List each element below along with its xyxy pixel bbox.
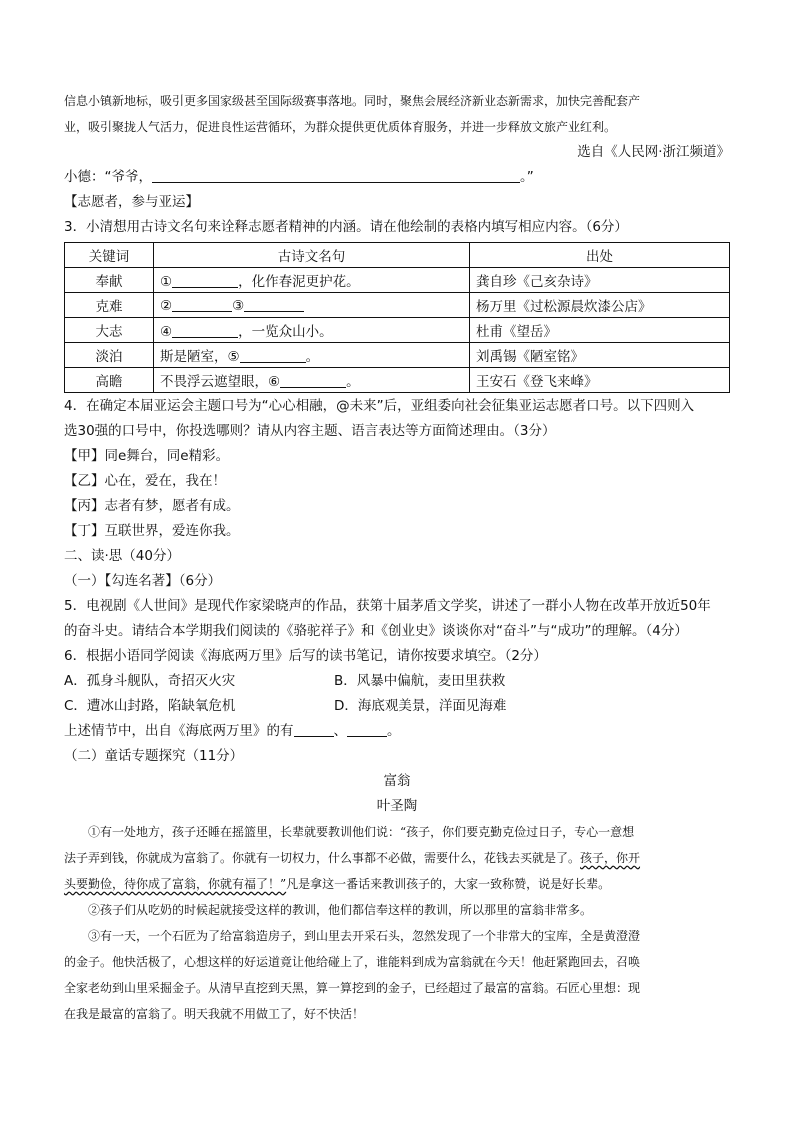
column-header: 古诗文名句: [154, 243, 470, 268]
verse-text: ③: [232, 297, 245, 314]
question-3: 3．小清想用古诗文名句来诠释志愿者精神的内涵。请在他绘制的表格内填写相应内容。（6分）: [64, 219, 628, 235]
answer-blank[interactable]: [172, 273, 238, 288]
table-row: [65, 368, 730, 393]
answer-blank[interactable]: [347, 722, 387, 737]
verse-cell: [154, 268, 470, 293]
slogan-option: 【乙】心在，爱在，我在！: [64, 473, 226, 489]
fill-separator: 、: [333, 723, 347, 739]
verse-text: ，一览众山小。: [238, 324, 333, 340]
wavy-underlined-text: 头要勤俭，待你成了富翁，你就有福了！”: [64, 877, 287, 891]
option-row: [64, 694, 730, 719]
story-paragraph-3-line-2: 的金子。他快活极了，心想这样的好运道竟让他给碰上了，谁能料到成为富翁就在今天！他赶紧跑回去，召唤: [64, 955, 641, 969]
column-header: 关键词: [65, 243, 154, 268]
source-cell: 刘禹锡《陋室铭》: [470, 343, 730, 368]
verse-text: 。: [346, 374, 360, 390]
story-paragraph-1-line-3: [64, 871, 730, 897]
xiaode-line: [64, 165, 730, 190]
answer-blank[interactable]: [280, 373, 346, 388]
slogan-option: 【甲】同e舞台，同e精彩。: [64, 448, 230, 464]
keyword-cell: 大志: [65, 318, 154, 343]
question-4-line-2: 选30强的口号中，你投选哪则？请从内容主题、语言表达等方面简述理由。（3分）: [64, 423, 556, 439]
verse-cell: [154, 368, 470, 393]
source-cell: 杨万里《过松源晨炊漆公店》: [470, 293, 730, 318]
xiaode-prefix: 小德：“爷爷，: [64, 169, 152, 185]
question-4-line-1: 4．在确定本届亚运会主题口号为“心心相融，@未来”后，亚组委向社会征集亚运志愿者口号。以下四则入: [64, 398, 695, 414]
table-row: [65, 293, 730, 318]
section-heading-volunteer: 【志愿者，参与亚运】: [64, 194, 199, 210]
column-header: 出处: [470, 243, 730, 268]
verse-text: 斯是陋室，⑤: [160, 349, 240, 365]
story-text: 法子弄到钱，你就成为富翁了。你就有一切权力，什么事都不必做，需要什么，花钱去买就是了。: [64, 851, 581, 865]
verse-text: ④: [160, 324, 173, 340]
verse-text: ①: [160, 274, 173, 290]
story-text: 凡是拿这一番话来教训孩子的，大家一致称赞，说是好长辈。: [286, 877, 611, 891]
keyword-cell: 奉献: [65, 268, 154, 293]
fill-in-line: [64, 719, 730, 744]
answer-blank[interactable]: [240, 348, 306, 363]
source-citation: 选自《人民网·浙江频道》: [577, 144, 730, 160]
answer-blank[interactable]: [172, 297, 232, 312]
subsection-2-heading: （二）童话专题探究（11分）: [64, 748, 244, 764]
answer-blank[interactable]: [244, 297, 304, 312]
table-row: [65, 268, 730, 293]
question-5-line-2: 的奋斗史。请结合本学期我们阅读的《骆驼祥子》和《创业史》谈谈你对“奋斗”与“成功”的理解。（4分）: [64, 623, 688, 639]
source-cell: 龚自珍《己亥杂诗》: [470, 268, 730, 293]
intro-line-1: 信息小镇新地标，吸引更多国家级甚至国际级赛事落地。同时，聚焦会展经济新业态新需求，加快完善配套产: [64, 94, 641, 108]
verse-cell: [154, 343, 470, 368]
page-content: [64, 88, 730, 1027]
story-paragraph-2: ②孩子们从吃奶的时候起就接受这样的教训，他们都信奉这样的教训，所以那里的富翁非常多。: [88, 903, 593, 917]
table-header-row: [65, 243, 730, 268]
fill-prefix: 上述情节中，出自《海底两万里》的有: [64, 723, 294, 739]
keyword-cell: 高瞻: [65, 368, 154, 393]
source-cell: 王安石《登飞来峰》: [470, 368, 730, 393]
option-c: C．遭冰山封路，陷缺氧危机: [64, 698, 236, 714]
verse-text: 。: [305, 349, 320, 365]
subsection-1-heading: （一）【勾连名著】（6分）: [64, 573, 222, 589]
table-row: [65, 343, 730, 368]
intro-line-2: 业，吸引聚拢人气活力，促进良性运营循环，为群众提供更优质体育服务，并进一步释放文旅产业红利。: [64, 120, 617, 134]
verse-cell: [154, 318, 470, 343]
answer-blank[interactable]: [152, 168, 520, 183]
question-5-line-1: 5．电视剧《人世间》是现代作家梁晓声的作品，获第十届茅盾文学奖，讲述了一群小人物在改革开放近50年: [64, 598, 711, 614]
verse-cell: [154, 293, 470, 318]
slogan-option: 【丁】互联世界，爱连你我。: [64, 523, 240, 539]
question-6: 6．根据小语同学阅读《海底两万里》后写的读书笔记，请你按要求填空。（2分）: [64, 648, 547, 664]
fill-end: 。: [387, 723, 401, 739]
option-row: [64, 669, 730, 694]
answer-blank[interactable]: [294, 722, 334, 737]
part-2-heading: 二、读·思（40分）: [64, 548, 180, 564]
story-paragraph-3-line-3: 全家老幼到山里采掘金子。从清早直挖到天黑，算一算挖到的金子，已经超过了最富的富翁。石匠心里想：现: [64, 981, 641, 995]
story-paragraph-1-line-2: [64, 845, 730, 871]
story-paragraph-3-line-1: ③有一天，一个石匠为了给富翁造房子，到山里去开采石头，忽然发现了一个非常大的宝库，全是黄澄澄: [88, 929, 641, 943]
wavy-underlined-text: 孩子，你开: [580, 851, 641, 865]
story-author: 叶圣陶: [376, 798, 418, 814]
keyword-cell: 淡泊: [65, 343, 154, 368]
option-b: B．风暴中偏航，麦田里获救: [334, 673, 506, 689]
story-paragraph-3-line-4: 在我是最富的富翁了。明天我就不用做工了，好不快活！: [64, 1007, 365, 1021]
answer-blank[interactable]: [172, 323, 238, 338]
story-paragraph-1-line-1: ①有一处地方，孩子还睡在摇篮里，长辈就要教训他们说：“孩子，你们要克勤克俭过日子，专心一意想: [88, 825, 635, 839]
slogan-option: 【丙】志者有梦，愿者有成。: [64, 498, 240, 514]
poetry-table: [64, 242, 730, 393]
verse-text: ，化作春泥更护花。: [238, 274, 360, 290]
option-a: A．孤身斗舰队，奇招灭火灾: [64, 673, 236, 689]
story-title: 富翁: [383, 773, 411, 789]
option-d: D．海底观美景，洋面见海难: [334, 698, 507, 714]
source-cell: 杜甫《望岳》: [470, 318, 730, 343]
xiaode-suffix: 。”: [520, 169, 534, 185]
verse-text: 不畏浮云遮望眼，⑥: [160, 374, 281, 390]
keyword-cell: 克难: [65, 293, 154, 318]
table-row: [65, 318, 730, 343]
verse-text: ②: [160, 297, 173, 314]
